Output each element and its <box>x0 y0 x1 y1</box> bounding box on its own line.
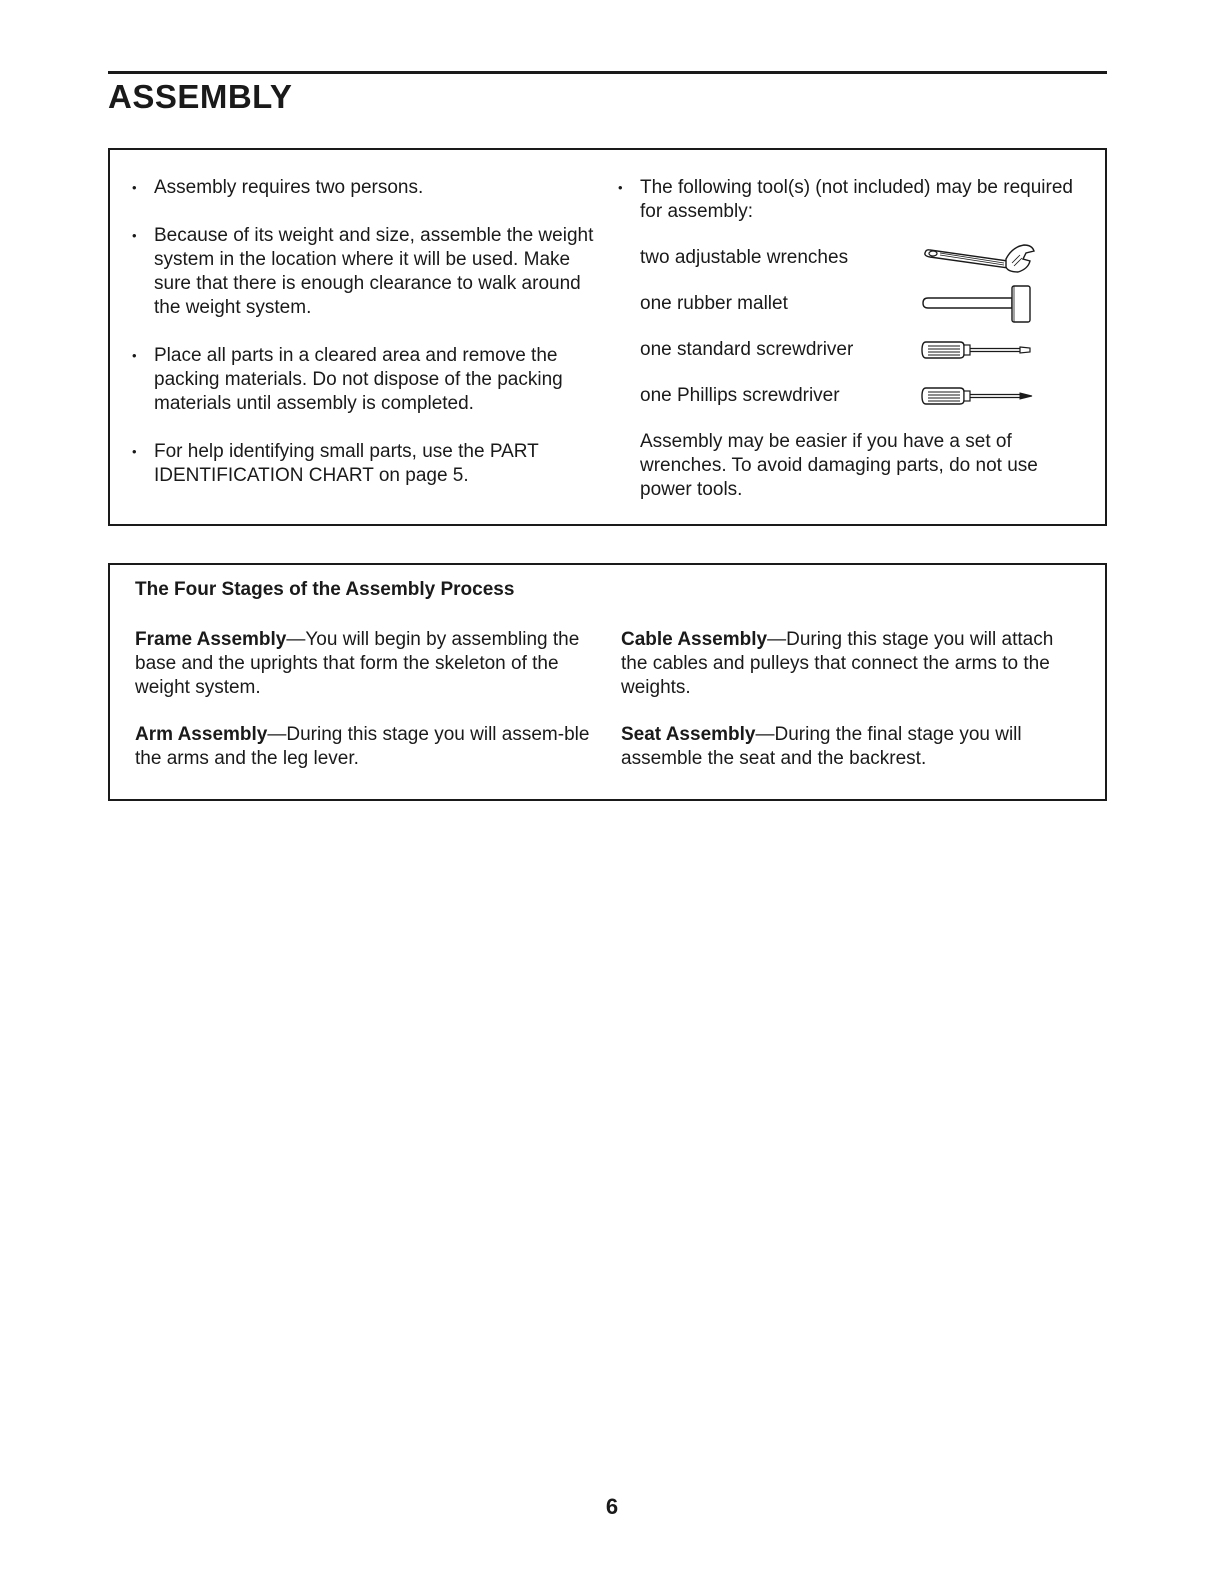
page-number: 6 <box>605 1494 619 1519</box>
stages-box <box>108 563 1107 801</box>
stages-title: The Four Stages of the Assembly Process <box>135 579 515 600</box>
tool-label: two adjustable wrenches <box>640 247 849 268</box>
stage-name: Cable Assembly <box>621 629 768 650</box>
page-title: ASSEMBLY <box>108 78 293 115</box>
stage-text: During the final stage you will assemble the seat and the backrest. <box>621 724 1022 769</box>
tool-label: one standard screwdriver <box>640 339 854 360</box>
stage-text: During this stage you will attach the cables and pulleys that connect the arms to the weights. <box>621 629 1054 698</box>
list-item <box>132 176 602 200</box>
stage-dash: — <box>767 629 787 650</box>
tools-note: Assembly may be easier if you have a set of wrenches. To avoid damaging parts, do not use power tools. <box>640 431 1038 500</box>
stage-name: Frame Assembly <box>135 629 287 650</box>
list-item-text: Assembly requires two persons. <box>154 177 424 198</box>
phillips-screwdriver-icon <box>920 385 1040 407</box>
stage-text: During this stage you will assem-ble the arms and the leg lever. <box>135 724 590 769</box>
stage-dash: — <box>267 724 287 745</box>
tools-list <box>640 246 1088 408</box>
requirements-box <box>108 148 1107 526</box>
requirements-left-column <box>132 176 602 512</box>
adjustable-wrench-icon <box>920 241 1040 275</box>
bullet-glyph: • <box>132 180 137 195</box>
tools-intro: The following tool(s) (not included) may be required for assembly: <box>640 177 1073 222</box>
list-item-text: Because of its weight and size, assemble the weight system in the location where it will be used. Make sure that there is enough clearance to walk around the weight system. <box>154 225 594 318</box>
list-item-text: For help identifying small parts, use the PART IDENTIFICATION CHART on page 5. <box>154 441 539 486</box>
tools-intro-list <box>618 176 1088 224</box>
stage-name: Arm Assembly <box>135 724 268 745</box>
header-rule <box>108 71 1107 74</box>
tool-item <box>640 246 1040 270</box>
list-item <box>618 176 1088 224</box>
stage-seat-assembly <box>621 723 1081 771</box>
stage-arm-assembly <box>135 723 595 771</box>
standard-screwdriver-icon <box>920 339 1040 361</box>
bullet-glyph: • <box>132 348 137 363</box>
list-item <box>132 344 602 416</box>
stage-name: Seat Assembly <box>621 724 756 745</box>
list-item <box>132 224 602 320</box>
list-item-text: Place all parts in a cleared area and remove the packing materials. Do not dispose of the packing materials until assembly is completed. <box>154 345 563 414</box>
bullet-glyph: • <box>132 444 137 459</box>
tool-item <box>640 384 1040 408</box>
tool-label: one rubber mallet <box>640 293 788 314</box>
tool-label: one Phillips screwdriver <box>640 385 840 406</box>
list-item <box>132 440 602 488</box>
stage-frame-assembly <box>135 628 595 700</box>
bullet-glyph: • <box>618 180 623 195</box>
rubber-mallet-icon <box>920 284 1040 324</box>
bullet-glyph: • <box>132 228 137 243</box>
tools-column <box>618 176 1088 502</box>
stage-dash: — <box>286 629 306 650</box>
tool-item <box>640 292 1040 316</box>
requirements-list <box>132 176 602 488</box>
stage-dash: — <box>755 724 775 745</box>
stage-text: You will begin by assembling the base and the uprights that form the skeleton of the weight system. <box>135 629 580 698</box>
stage-cable-assembly <box>621 628 1081 700</box>
tool-item <box>640 338 1040 362</box>
